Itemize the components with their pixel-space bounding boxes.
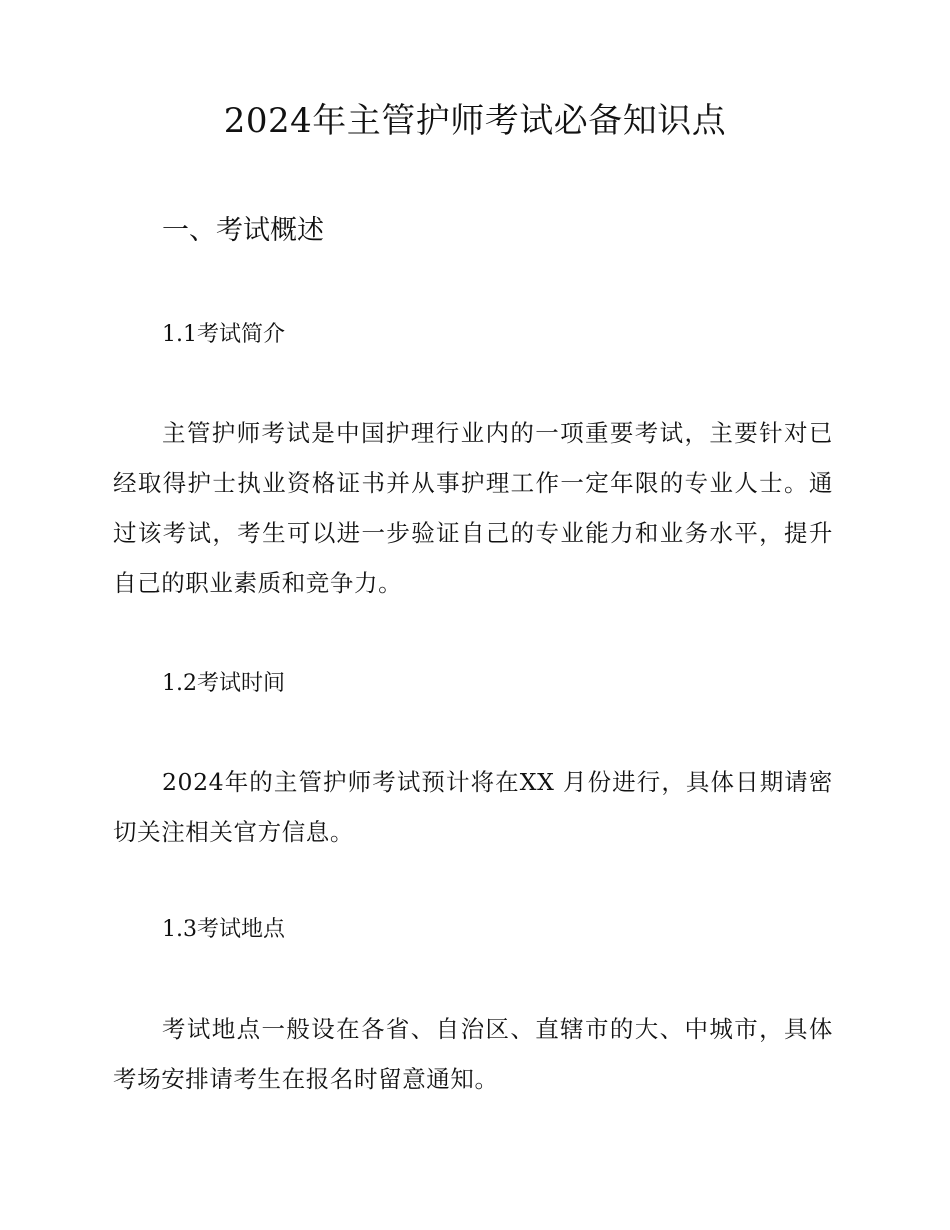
chapter-heading: 一、考试概述 — [162, 215, 324, 246]
section-heading-1-2: 1.2考试时间 — [162, 671, 285, 696]
section-body-1-3: 考试地点一般设在各省、自治区、直辖市的大、中城市，具体考场安排请考生在报名时留意通知。 — [113, 1015, 833, 1093]
document-title: 2024年主管护师考试必备知识点 — [223, 101, 727, 141]
section-heading-1-1: 1.1考试简介 — [162, 322, 285, 347]
section-body-1-1: 主管护师考试是中国护理行业内的一项重要考试，主要针对已经取得护士执业资格证书并从事护理工作一定年限的专业人士。通过该考试，考生可以进一步验证自己的专业能力和业务水平，提升自己的职业素质和竞争力。 — [113, 419, 833, 597]
section-heading-1-3: 1.3考试地点 — [162, 917, 285, 942]
section-body-1-2: 2024年的主管护师考试预计将在XX 月份进行，具体日期请密切关注相关官方信息。 — [113, 768, 833, 846]
